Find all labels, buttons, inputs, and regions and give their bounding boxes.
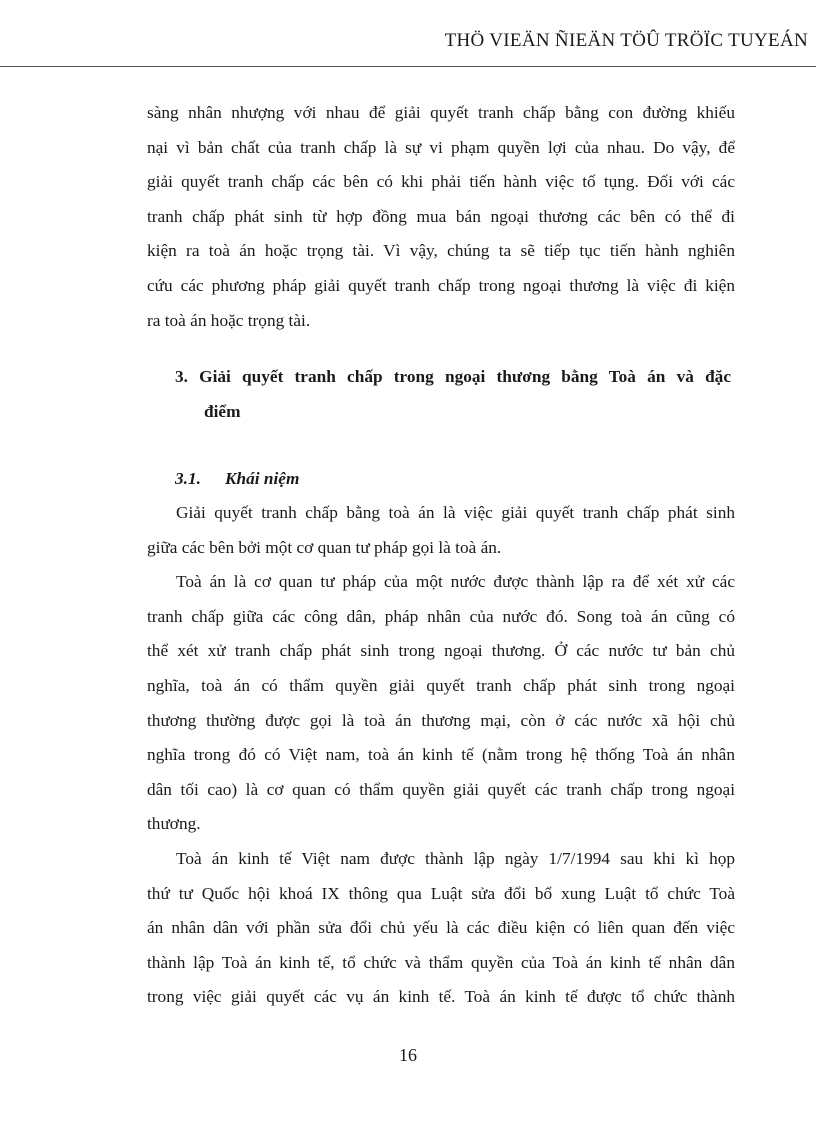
paragraph-line: nại vì bản chất của tranh chấp là sự vi phạm quyền lợi của nhau. Do vậy, để	[147, 137, 735, 157]
body-line: nghĩa, toà án có thẩm quyền giải quyết tranh chấp phát sinh trong ngoại	[147, 675, 735, 695]
page-number: 16	[399, 1045, 417, 1065]
header-divider	[0, 66, 816, 67]
body-line: Toà án là cơ quan tư pháp của một nước được thành lập ra để xét xử các	[176, 572, 735, 592]
body-line: thể xét xử tranh chấp phát sinh trong ngoại thương. Ở các nước tư bản chủ	[147, 641, 735, 661]
section-heading-line-2: điểm	[204, 401, 241, 421]
paragraph-line: cứu các phương pháp giải quyết tranh chấp trong ngoại thương là việc đi kiện	[147, 275, 735, 295]
paragraph-line: sàng nhân nhượng với nhau để giải quyết tranh chấp bằng con đường khiếu	[147, 103, 735, 122]
intro-paragraph	[147, 96, 735, 338]
body-line: Giải quyết tranh chấp bằng toà án là việc giải quyết tranh chấp phát sinh	[176, 503, 735, 522]
body-line: thành lập Toà án kinh tế, tổ chức và thẩm quyền của Toà án kinh tế nhân dân	[147, 952, 735, 972]
section-heading	[175, 360, 731, 429]
paragraph-line: kiện ra toà án hoặc trọng tài. Vì vậy, chúng ta sẽ tiếp tục tiến hành nghiên	[147, 241, 735, 261]
body-line: tranh chấp giữa các công dân, pháp nhân của nước đó. Song toà án cũng có	[147, 606, 735, 626]
paragraph-line: tranh chấp phát sinh từ hợp đồng mua bán ngoại thương các bên có thể đi	[147, 206, 735, 226]
body-line: thương.	[147, 814, 201, 834]
subsection-number: 3.1.	[175, 469, 201, 488]
body-line: án nhân dân với phần sửa đổi chủ yếu là các điều kiện có liên quan đến việc	[147, 918, 735, 938]
body-line: thứ tư Quốc hội khoá IX thông qua Luật sửa đổi bổ xung Luật tổ chức Toà	[147, 883, 735, 903]
body-line: giữa các bên bởi một cơ quan tư pháp gọi là toà án.	[147, 537, 502, 557]
page-header-title: THÖ VIEÄN ÑIEÄN TÖÛ TRÖÏC TUYEÁN	[444, 30, 808, 51]
section-heading-line-1: 3. Giải quyết tranh chấp trong ngoại thương bằng Toà án và đặc	[175, 367, 731, 386]
body-line: nghĩa trong đó có Việt nam, toà án kinh tế (nằm trong hệ thống Toà án nhân	[147, 745, 735, 765]
subsection-title: Khái niệm	[225, 469, 300, 488]
body-text	[147, 496, 735, 1015]
body-line: thương thường được gọi là toà án thương mại, còn ở các nước xã hội chủ	[147, 710, 735, 730]
paragraph-line: ra toà án hoặc trọng tài.	[147, 310, 311, 330]
body-line: dân tối cao) là cơ quan có thẩm quyền giải quyết các tranh chấp trong ngoại	[147, 779, 735, 799]
body-line: trong việc giải quyết các vụ án kinh tế. Toà án kinh tế được tổ chức thành	[147, 987, 735, 1007]
paragraph-line: giải quyết tranh chấp các bên có khi phải tiến hành việc tố tụng. Đối với các	[147, 172, 735, 192]
subsection-heading	[175, 462, 299, 497]
body-line: Toà án kinh tế Việt nam được thành lập ngày 1/7/1994 sau khi kì họp	[176, 848, 735, 868]
